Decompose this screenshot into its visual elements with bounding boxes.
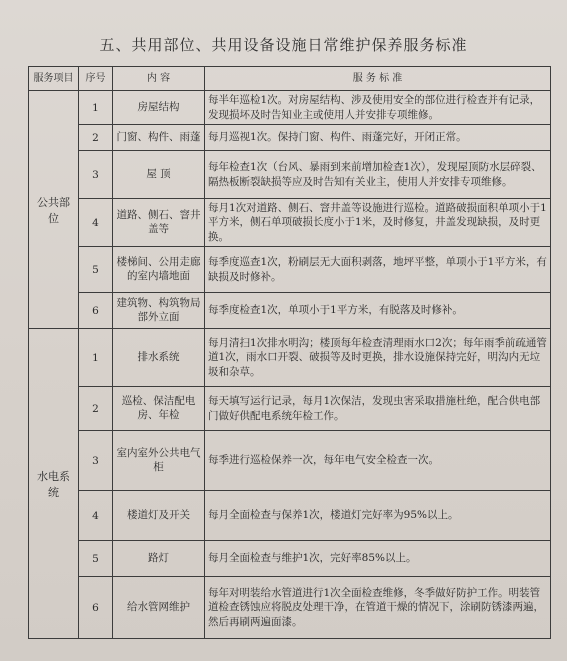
table-row xyxy=(29,577,551,639)
row-standard: 每年对明装给水管道进行1次全面检查维修，冬季做好防护工作。明装管道检查锈蚀应将脱皮处理干净，在管道干燥的情况下，涂刷防锈漆两遍，然后再刷两遍面漆。 xyxy=(205,577,551,639)
row-standard: 每月巡视1次。保持门窗、构件、雨蓬完好，开闭正常。 xyxy=(205,125,551,151)
row-number: 1 xyxy=(79,91,113,125)
table-row xyxy=(29,293,551,329)
table-row xyxy=(29,247,551,293)
table-header-row xyxy=(29,67,551,91)
row-number: 3 xyxy=(79,431,113,491)
row-content: 道路、侧石、窨井盖等 xyxy=(113,199,205,247)
row-standard: 每月1次对道路、侧石、窨井盖等设施进行巡检。道路破损面积单项小于1平方米，侧石单项破损长度小于1米，及时修复，井盖发现缺损，及时更换。 xyxy=(205,199,551,247)
row-number: 1 xyxy=(79,329,113,387)
category-cell: 公共部位 xyxy=(29,91,79,329)
row-content: 楼梯间、公用走廊的室内墙地面 xyxy=(113,247,205,293)
table-row xyxy=(29,91,551,125)
row-content: 巡检、保洁配电房、年检 xyxy=(113,387,205,431)
row-standard: 每月全面检查与保养1次，楼道灯完好率为95%以上。 xyxy=(205,491,551,541)
row-standard: 每季进行巡检保养一次，每年电气安全检查一次。 xyxy=(205,431,551,491)
row-content: 路灯 xyxy=(113,541,205,577)
row-content: 给水管网维护 xyxy=(113,577,205,639)
row-content: 建筑物、构筑物局部外立面 xyxy=(113,293,205,329)
row-number: 5 xyxy=(79,247,113,293)
row-number: 4 xyxy=(79,491,113,541)
row-standard: 每月全面检查与维护1次，完好率85%以上。 xyxy=(205,541,551,577)
row-number: 5 xyxy=(79,541,113,577)
table-row xyxy=(29,329,551,387)
table-row xyxy=(29,199,551,247)
row-content: 排水系统 xyxy=(113,329,205,387)
row-content: 门窗、构件、雨蓬 xyxy=(113,125,205,151)
table-row xyxy=(29,125,551,151)
row-content: 房屋结构 xyxy=(113,91,205,125)
row-content: 屋 顶 xyxy=(113,151,205,199)
header-category: 服务项目 xyxy=(29,67,79,91)
row-standard: 每季度检查1次，单项小于1平方米，有脱落及时修补。 xyxy=(205,293,551,329)
row-number: 2 xyxy=(79,387,113,431)
row-content: 楼道灯及开关 xyxy=(113,491,205,541)
header-content: 内 容 xyxy=(113,67,205,91)
row-number: 6 xyxy=(79,577,113,639)
row-standard: 每天填写运行记录，每月1次保洁，发现虫害采取措施杜绝，配合供电部门做好供配电系统年检工作。 xyxy=(205,387,551,431)
table-row xyxy=(29,541,551,577)
service-standard-table xyxy=(28,66,551,639)
row-number: 4 xyxy=(79,199,113,247)
row-standard: 每月清扫1次排水明沟；楼顶每年检查清理雨水口2次；每年雨季前疏通管道1次，雨水口开裂、破损等及时更换，排水设施保持完好，明沟内无垃圾和杂草。 xyxy=(205,329,551,387)
header-number: 序号 xyxy=(79,67,113,91)
table-row xyxy=(29,431,551,491)
row-number: 2 xyxy=(79,125,113,151)
row-number: 3 xyxy=(79,151,113,199)
row-standard: 每季度巡查1次，粉刷层无大面积剥落，地坪平整，单项小于1平方米，有缺损及时修补。 xyxy=(205,247,551,293)
row-standard: 每半年巡检1次。对房屋结构、涉及使用安全的部位进行检查并有记录，发现损坏及时告知业主或使用人并安排专项维修。 xyxy=(205,91,551,125)
table-row xyxy=(29,151,551,199)
row-standard: 每年检查1次（台风、暴雨到来前增加检查1次），发现屋顶防水层碎裂、隔热板断裂缺损等应及时告知有关业主，使用人并安排专项维修。 xyxy=(205,151,551,199)
table-row xyxy=(29,387,551,431)
header-standard: 服 务 标 准 xyxy=(205,67,551,91)
category-cell: 水电系统 xyxy=(29,329,79,639)
row-number: 6 xyxy=(79,293,113,329)
row-content: 室内室外公共电气柜 xyxy=(113,431,205,491)
page-title: 五、共用部位、共用设备设施日常维护保养服务标准 xyxy=(99,36,468,54)
table-row xyxy=(29,491,551,541)
